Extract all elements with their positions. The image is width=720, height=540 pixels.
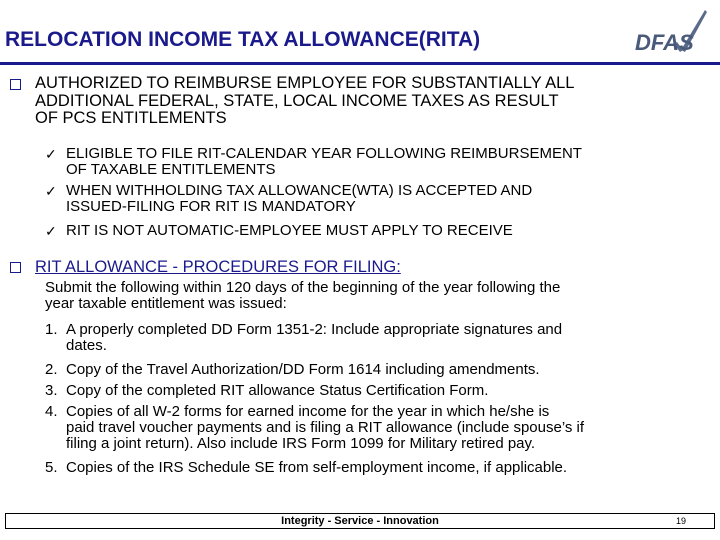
sub-line: WHEN WITHHOLDING TAX ALLOWANCE(WTA) IS ACCEPTED AND [66, 182, 533, 199]
list-number: 2. [45, 361, 58, 378]
page-number: 19 [675, 516, 686, 526]
list-item [66, 383, 488, 399]
checkmark-icon: ✓ [45, 223, 57, 239]
list-item-line: paid travel voucher payments and is filing a RIT allowance (include spouse’s if [66, 419, 585, 436]
list-number: 4. [45, 403, 58, 420]
list-item [66, 322, 562, 354]
page-title: RELOCATION INCOME TAX ALLOWANCE(RITA) [5, 28, 481, 51]
logo-text: DFAS [635, 30, 694, 55]
list-item-line: Copies of all W-2 forms for earned income for the year in which he/she is [66, 403, 550, 420]
checkmark-icon: ✓ [45, 146, 57, 162]
section1-line: AUTHORIZED TO REIMBURSE EMPLOYEE FOR SUBSTANTIALLY ALL [35, 74, 575, 92]
sub-line: ELIGIBLE TO FILE RIT-CALENDAR YEAR FOLLOWING REIMBURSEMENT [66, 145, 582, 162]
list-item-line: filing a joint return). Also include IRS Form 1099 for Military retired pay. [66, 435, 536, 452]
section1-line: OF PCS ENTITLEMENTS [35, 109, 227, 127]
list-item-line: Copies of the IRS Schedule SE from self-employment income, if applicable. [66, 459, 568, 476]
list-item [66, 362, 540, 378]
rit-intro [45, 280, 560, 312]
rit-section-title: RIT ALLOWANCE - PROCEDURES FOR FILING: [35, 258, 401, 276]
list-item-line: A properly completed DD Form 1351-2: Include appropriate signatures and [66, 321, 563, 338]
square-bullet-icon [10, 262, 21, 273]
title-divider [0, 62, 720, 65]
footer-bar [5, 513, 715, 529]
list-item-line: Copy of the completed RIT allowance Status Certification Form. [66, 382, 489, 399]
list-number: 3. [45, 382, 58, 399]
list-item [66, 404, 584, 452]
list-number: 5. [45, 459, 58, 476]
sub-bullet [66, 146, 582, 177]
sub-bullet [66, 183, 532, 214]
footer-motto: Integrity - Service - Innovation [281, 515, 439, 527]
section1-line: ADDITIONAL FEDERAL, STATE, LOCAL INCOME TAXES AS RESULT [35, 91, 559, 110]
list-item [66, 460, 567, 476]
sub-line: RIT IS NOT AUTOMATIC-EMPLOYEE MUST APPLY TO RECEIVE [66, 222, 513, 239]
intro-line: Submit the following within 120 days of the beginning of the year following the [45, 279, 561, 296]
list-item-line: Copy of the Travel Authorization/DD Form 1614 including amendments. [66, 361, 540, 378]
list-number: 1. [45, 321, 58, 338]
square-bullet-icon [10, 79, 21, 90]
dfas-logo [633, 6, 713, 56]
sub-bullet [66, 223, 513, 239]
intro-line: year taxable entitlement was issued: [45, 295, 287, 312]
list-item-line: dates. [66, 337, 107, 354]
sub-line: OF TAXABLE ENTITLEMENTS [66, 160, 276, 178]
section1-text [35, 75, 574, 128]
checkmark-icon: ✓ [45, 183, 57, 199]
sub-line: ISSUED-FILING FOR RIT IS MANDATORY [66, 197, 356, 215]
